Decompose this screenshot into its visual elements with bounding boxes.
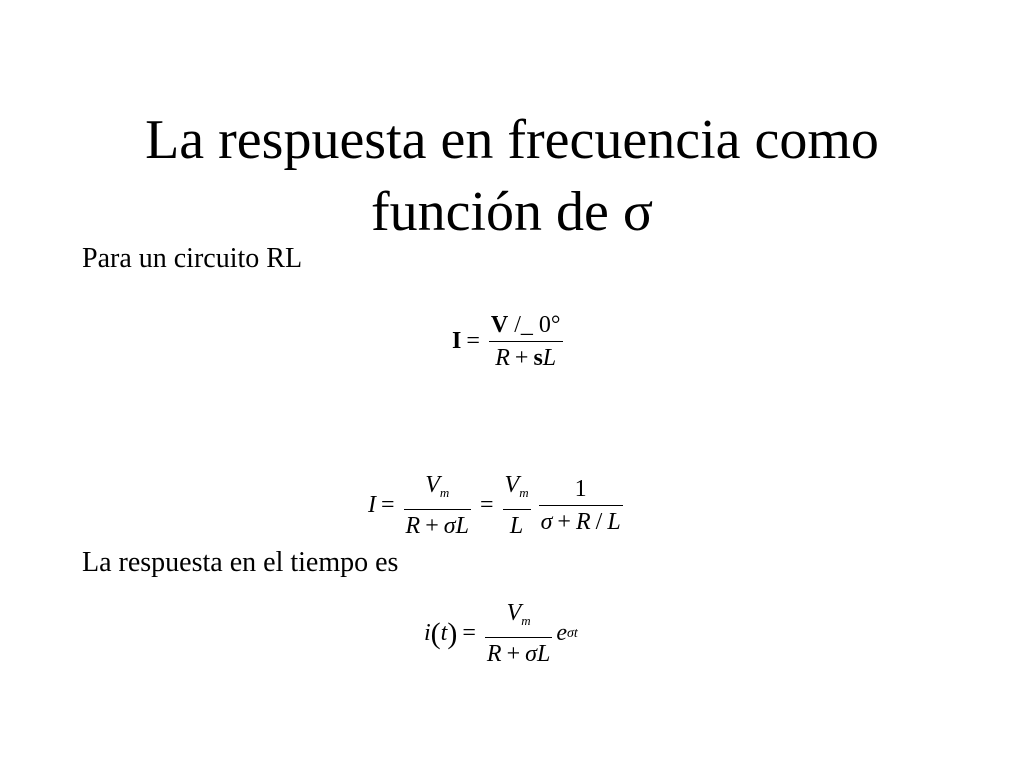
eq2-f1-numerator <box>423 470 451 508</box>
intro-text: Para un circuito RL <box>82 243 303 274</box>
eq1-equals: = <box>466 328 480 354</box>
eq2-f3-den-sigma: σ <box>540 509 553 535</box>
eq3-den-sigma: σ <box>525 641 537 667</box>
eq2-f3-den-slash: / <box>595 509 603 535</box>
slide-title <box>62 104 962 248</box>
eq2-f2-denominator: L <box>509 513 524 539</box>
eq3-denominator <box>485 639 552 669</box>
title-line-1: La respuesta en frecuencia como <box>145 108 879 171</box>
eq1-num-angle: /_ 0° <box>514 312 561 338</box>
eq3-exp-sigma: σ <box>566 625 574 641</box>
eq2-f3-numerator: 1 <box>574 476 587 502</box>
time-response-equation <box>424 598 578 669</box>
eq3-numerator <box>505 598 533 636</box>
eq2-f3-den-r: R <box>575 509 591 535</box>
eq2-f1-denominator <box>404 511 471 541</box>
eq1-fraction-bar <box>489 341 563 342</box>
eq3-exp-t: t <box>573 625 578 641</box>
eq1-num-v: V <box>490 312 509 338</box>
eq3-fraction-bar <box>485 637 552 638</box>
eq3-lparen: ( <box>430 616 441 650</box>
eq3-rparen: ) <box>447 616 458 650</box>
eq2-f2-num-sub: m <box>519 485 529 500</box>
eq3-fn: i <box>424 620 431 646</box>
eq2-f1-den-l: L <box>455 513 469 539</box>
eq1-den-plus: + <box>514 345 529 371</box>
eq2-fraction-1 <box>404 470 471 541</box>
title-line-2: función de σ <box>370 180 654 243</box>
eq1-lhs: I <box>452 328 462 354</box>
eq2-fraction-3 <box>539 474 623 537</box>
eq2-equals-1: = <box>381 492 395 518</box>
eq3-den-l: L <box>536 641 551 667</box>
sigma-current-equation <box>368 470 627 541</box>
eq2-f1-num-sub: m <box>439 485 450 500</box>
eq2-f1-den-plus: + <box>425 513 439 539</box>
eq2-f3-bar <box>539 505 623 506</box>
eq2-f3-denominator <box>539 507 623 537</box>
eq2-f1-num-v: V <box>425 472 440 498</box>
eq2-f2-num-v: V <box>504 472 520 498</box>
eq3-num-sub: m <box>521 613 531 628</box>
eq3-num-v: V <box>506 600 522 626</box>
eq3-den-r: R <box>486 641 502 667</box>
eq1-denominator <box>493 343 558 373</box>
eq2-f2-numerator <box>503 470 531 508</box>
eq3-exponent <box>567 626 578 642</box>
eq1-den-s: s <box>533 345 543 371</box>
phasor-current-equation <box>452 310 567 373</box>
eq2-f1-bar <box>404 509 471 510</box>
eq1-numerator <box>489 310 563 340</box>
eq2-f2-bar <box>503 509 531 510</box>
eq2-f1-den-sigma: σ <box>443 513 456 539</box>
time-intro-text: La respuesta en el tiempo es <box>82 547 399 578</box>
eq3-den-plus: + <box>506 641 521 667</box>
eq3-fraction <box>485 598 552 669</box>
eq3-equals: = <box>462 620 476 646</box>
eq2-equals-2: = <box>479 492 494 518</box>
eq3-exp-base: e <box>556 620 567 646</box>
eq2-f3-den-l: L <box>607 509 621 535</box>
eq2-f3-den-plus: + <box>557 509 571 535</box>
eq1-den-l: L <box>542 345 557 371</box>
eq1-den-r: R <box>495 345 510 371</box>
eq2-f1-den-r: R <box>405 513 421 539</box>
eq3-arg: t <box>440 620 448 646</box>
eq2-fraction-2 <box>503 470 531 541</box>
eq1-fraction <box>489 310 563 373</box>
eq2-lhs: I <box>368 492 376 518</box>
